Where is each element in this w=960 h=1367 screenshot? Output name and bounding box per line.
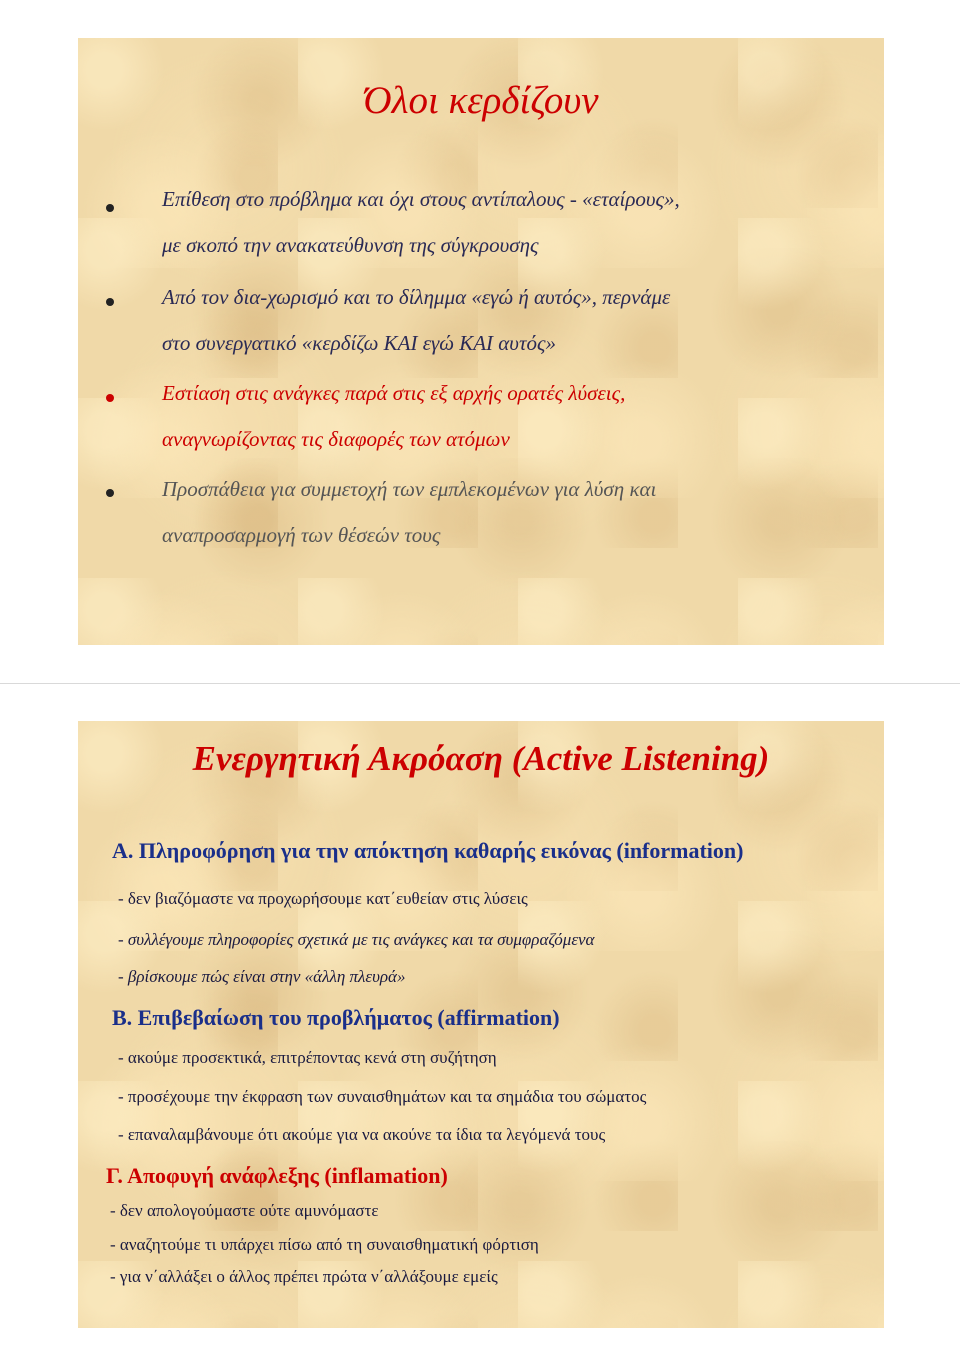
section-b-item-1: - ακούμε προσεκτικά, επιτρέποντας κενά στη συζήτηση: [118, 1048, 497, 1067]
section-b-heading: Β. Επιβεβαίωση του προβλήματος (affirmation): [112, 1005, 560, 1030]
section-c-heading: Γ. Αποφυγή ανάφλεξης (inflamation): [106, 1163, 448, 1188]
section-c-item-3: - για ν΄αλλάξει ο άλλος πρέπει πρώτα ν΄αλλάξουμε εμείς: [110, 1267, 498, 1286]
section-a-item-2: - συλλέγουμε πληροφορίες σχετικά με τις ανάγκες και τα συμφραζόμενα: [118, 930, 595, 949]
section-a-item-3: - βρίσκουμε πώς είναι στην «άλλη πλευρά»: [118, 967, 406, 986]
page-divider: [0, 683, 960, 684]
section-a-heading: Α. Πληροφόρηση για την απόκτηση καθαρής εικόνας (information): [112, 838, 744, 863]
bullet-3-line-2: αναγνωρίζοντας τις διαφορές των ατόμων: [162, 427, 510, 451]
section-b-item-3: - επαναλαμβάνουμε ότι ακούμε για να ακούνε τα ίδια τα λεγόμενά τους: [118, 1125, 606, 1144]
section-c-item-2: - αναζητούμε τι υπάρχει πίσω από τη συναισθηματική φόρτιση: [110, 1235, 539, 1254]
section-a-item-1: - δεν βιαζόμαστε να προχωρήσουμε κατ΄ευθείαν στις λύσεις: [118, 889, 528, 908]
bullet-dot-3: [106, 394, 114, 402]
bullet-1-line-2: με σκοπό την ανακατεύθυνση της σύγκρουσης: [162, 233, 539, 257]
bullet-4-line-1: Προσπάθεια για συμμετοχή των εμπλεκομένων για λύση και: [162, 477, 657, 501]
slide-2: [78, 721, 884, 1328]
section-b-item-2: - προσέχουμε την έκφραση των συναισθημάτων και τα σημάδια του σώματος: [118, 1087, 647, 1106]
bullet-2-line-1: Από τον δια-χωρισμό και το δίλημμα «εγώ ή αυτός», περνάμε: [162, 285, 671, 309]
slide-2-title: Ενεργητική Ακρόαση (Active Listening): [192, 739, 770, 778]
bullet-dot-2: [106, 298, 114, 306]
slide-1: [78, 38, 884, 645]
bullet-4-line-2: αναπροσαρμογή των θέσεών τους: [162, 523, 441, 547]
slide-1-title: Όλοι κερδίζουν: [363, 79, 599, 122]
bullet-dot-4: [106, 489, 114, 497]
section-c-item-1: - δεν απολογούμαστε ούτε αμυνόμαστε: [110, 1201, 379, 1220]
bullet-2-line-2: στο συνεργατικό «κερδίζω ΚΑΙ εγώ ΚΑΙ αυτός»: [162, 331, 556, 355]
bullet-3-line-1: Εστίαση στις ανάγκες παρά στις εξ αρχής ορατές λύσεις,: [162, 381, 626, 405]
bullet-dot-1: [106, 204, 114, 212]
bullet-1-line-1: Επίθεση στο πρόβλημα και όχι στους αντίπαλους - «εταίρους»,: [162, 187, 680, 211]
